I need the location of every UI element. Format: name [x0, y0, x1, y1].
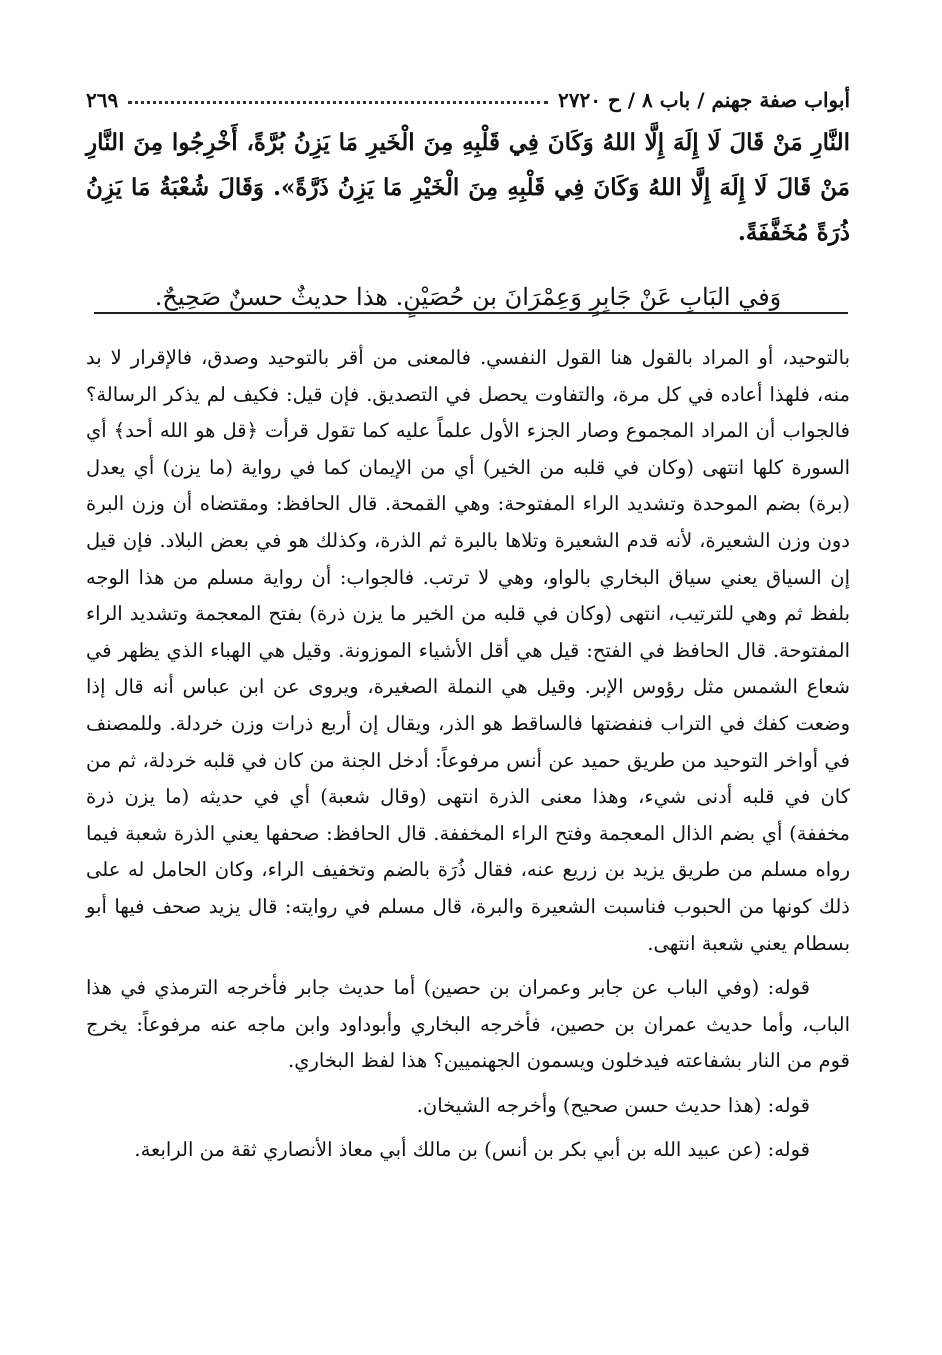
page-number: ٢٦٩: [86, 88, 119, 112]
commentary-paragraph-grading: قوله: (هذا حديث حسن صحيح) وأخرجه الشيخان.: [416, 1093, 810, 1117]
commentary-main-paragraph: بالتوحيد، أو المراد بالقول هنا القول النفسي. فالمعنى من أقر بالتوحيد وصدق، فالإقرار لا بد منه، فلهذا أعاده في كل مرة، والتفاوت يحصل في التصديق. فإن قيل: فكيف لم يذكر الرسالة؟ فالجواب أن المراد المجموع وصار الجزء الأول علماً عليه كما تقول قرأت ﴿قل هو الله أحد﴾ أي السورة كلها انتهى (وكان في قلبه من الخير) أي من الإيمان كما في رواية (ما يزن) أي يعدل (برة) بضم الموحدة وتشديد الراء المفتوحة: وهي القمحة. قال الحافظ: ومقتضاه أن وزن البرة دون وزن الشعيرة، لأنه قدم الشعيرة وتلاها بالبرة ثم الذرة، وكذلك هو في بعض البلاد. فإن قيل إن السياق يعني سياق البخاري بالواو، وهي لا ترتب. فالجواب: أن رواية مسلم من هذا الوجه بلفظ ثم وهي للترتيب، انتهى (وكان في قلبه من الخير ما يزن ذرة) بفتح المعجمة وتشديد الراء المفتوحة. قال الحافظ في الفتح: قيل هي أقل الأشياء الموزونة. وقيل هي الهباء الذي يظهر في شعاع الشمس مثل رؤوس الإبر. وقيل هي النملة الصغيرة، ويروى عن ابن عباس أنه قال إذا وضعت كفك في التراب فنفضتها فالساقط هو الذر، ويقال إن أربع ذرات وزن خردلة. وللمصنف في أواخر التوحيد من طريق حميد عن أنس مرفوعاً: أدخل الجنة من كان في قلبه خردلة، ثم من كان في قلبه أدنى شيء، وهذا معنى الذرة انتهى (وقال شعبة) أي في حديثه (ما يزن ذرة مخففة) أي بضم الذال المعجمة وفتح الراء المخففة. قال الحافظ: صحفها يعني الذرة شعبة فيما رواه مسلم من طريق يزيد بن زريع عنه، فقال ذُرَة بالضم وتخفيف الراء، وكان الحامل له على ذلك كونها من الحبوب فناسبت الشعيرة والبرة، قال مسلم في روايته: قال يزيد صحف فيها أبو بسطام يعني شعبة انتهى.: [86, 346, 850, 955]
hadith-matn: [86, 120, 850, 320]
leader-dots: [128, 100, 548, 104]
chapter-title: أبواب صفة جهنم / باب ٨ / ح ٢٧٢٠: [557, 88, 850, 112]
commentary-paragraph-bab: قوله: (وفي الباب عن جابر وعمران بن حصين) أما حديث جابر فأخرجه الترمذي في هذا الباب، وأما حديث عمران بن حصين، فأخرجه البخاري وأبوداود وابن ماجه عنه مرفوعاً: يخرج قوم من النار بشفاعته فيدخلون ويسمون الجهنميين؟ هذا لفظ البخاري.: [86, 976, 850, 1073]
section-divider: [94, 312, 848, 314]
commentary-paragraph-narrator: قوله: (عن عبيد الله بن أبي بكر بن أنس) بن مالك أبي معاذ الأنصاري ثقة من الرابعة.: [134, 1138, 810, 1162]
hadith-text: النَّارِ مَنْ قَالَ لَا إِلَهَ إِلَّا اللهُ وَكَانَ فِي قَلْبِهِ مِنَ الْخَيرِ مَا يَزِنُ بُرَّةً، أَخْرِجُوا مِنَ النَّارِ مَنْ قَالَ لَا إِلَهَ إِلَّا اللهُ وَكَانَ فِي قَلْبِهِ مِنَ الْخَيْرِ مَا يَزِنُ ذَرَّةً». وَقَالَ شُعْبَةُ مَا يَزِنُ ذُرَةً مُخَفَّفَةً.: [86, 129, 850, 246]
bab-text: وَفي البَابِ عَنْ جَابِرٍ وَعِمْرَانَ بن حُصَيْنٍ. هذا حديثٌ حسنٌ صَحِيحٌ.: [154, 283, 782, 311]
commentary: [86, 340, 850, 1169]
running-header: [86, 78, 850, 112]
